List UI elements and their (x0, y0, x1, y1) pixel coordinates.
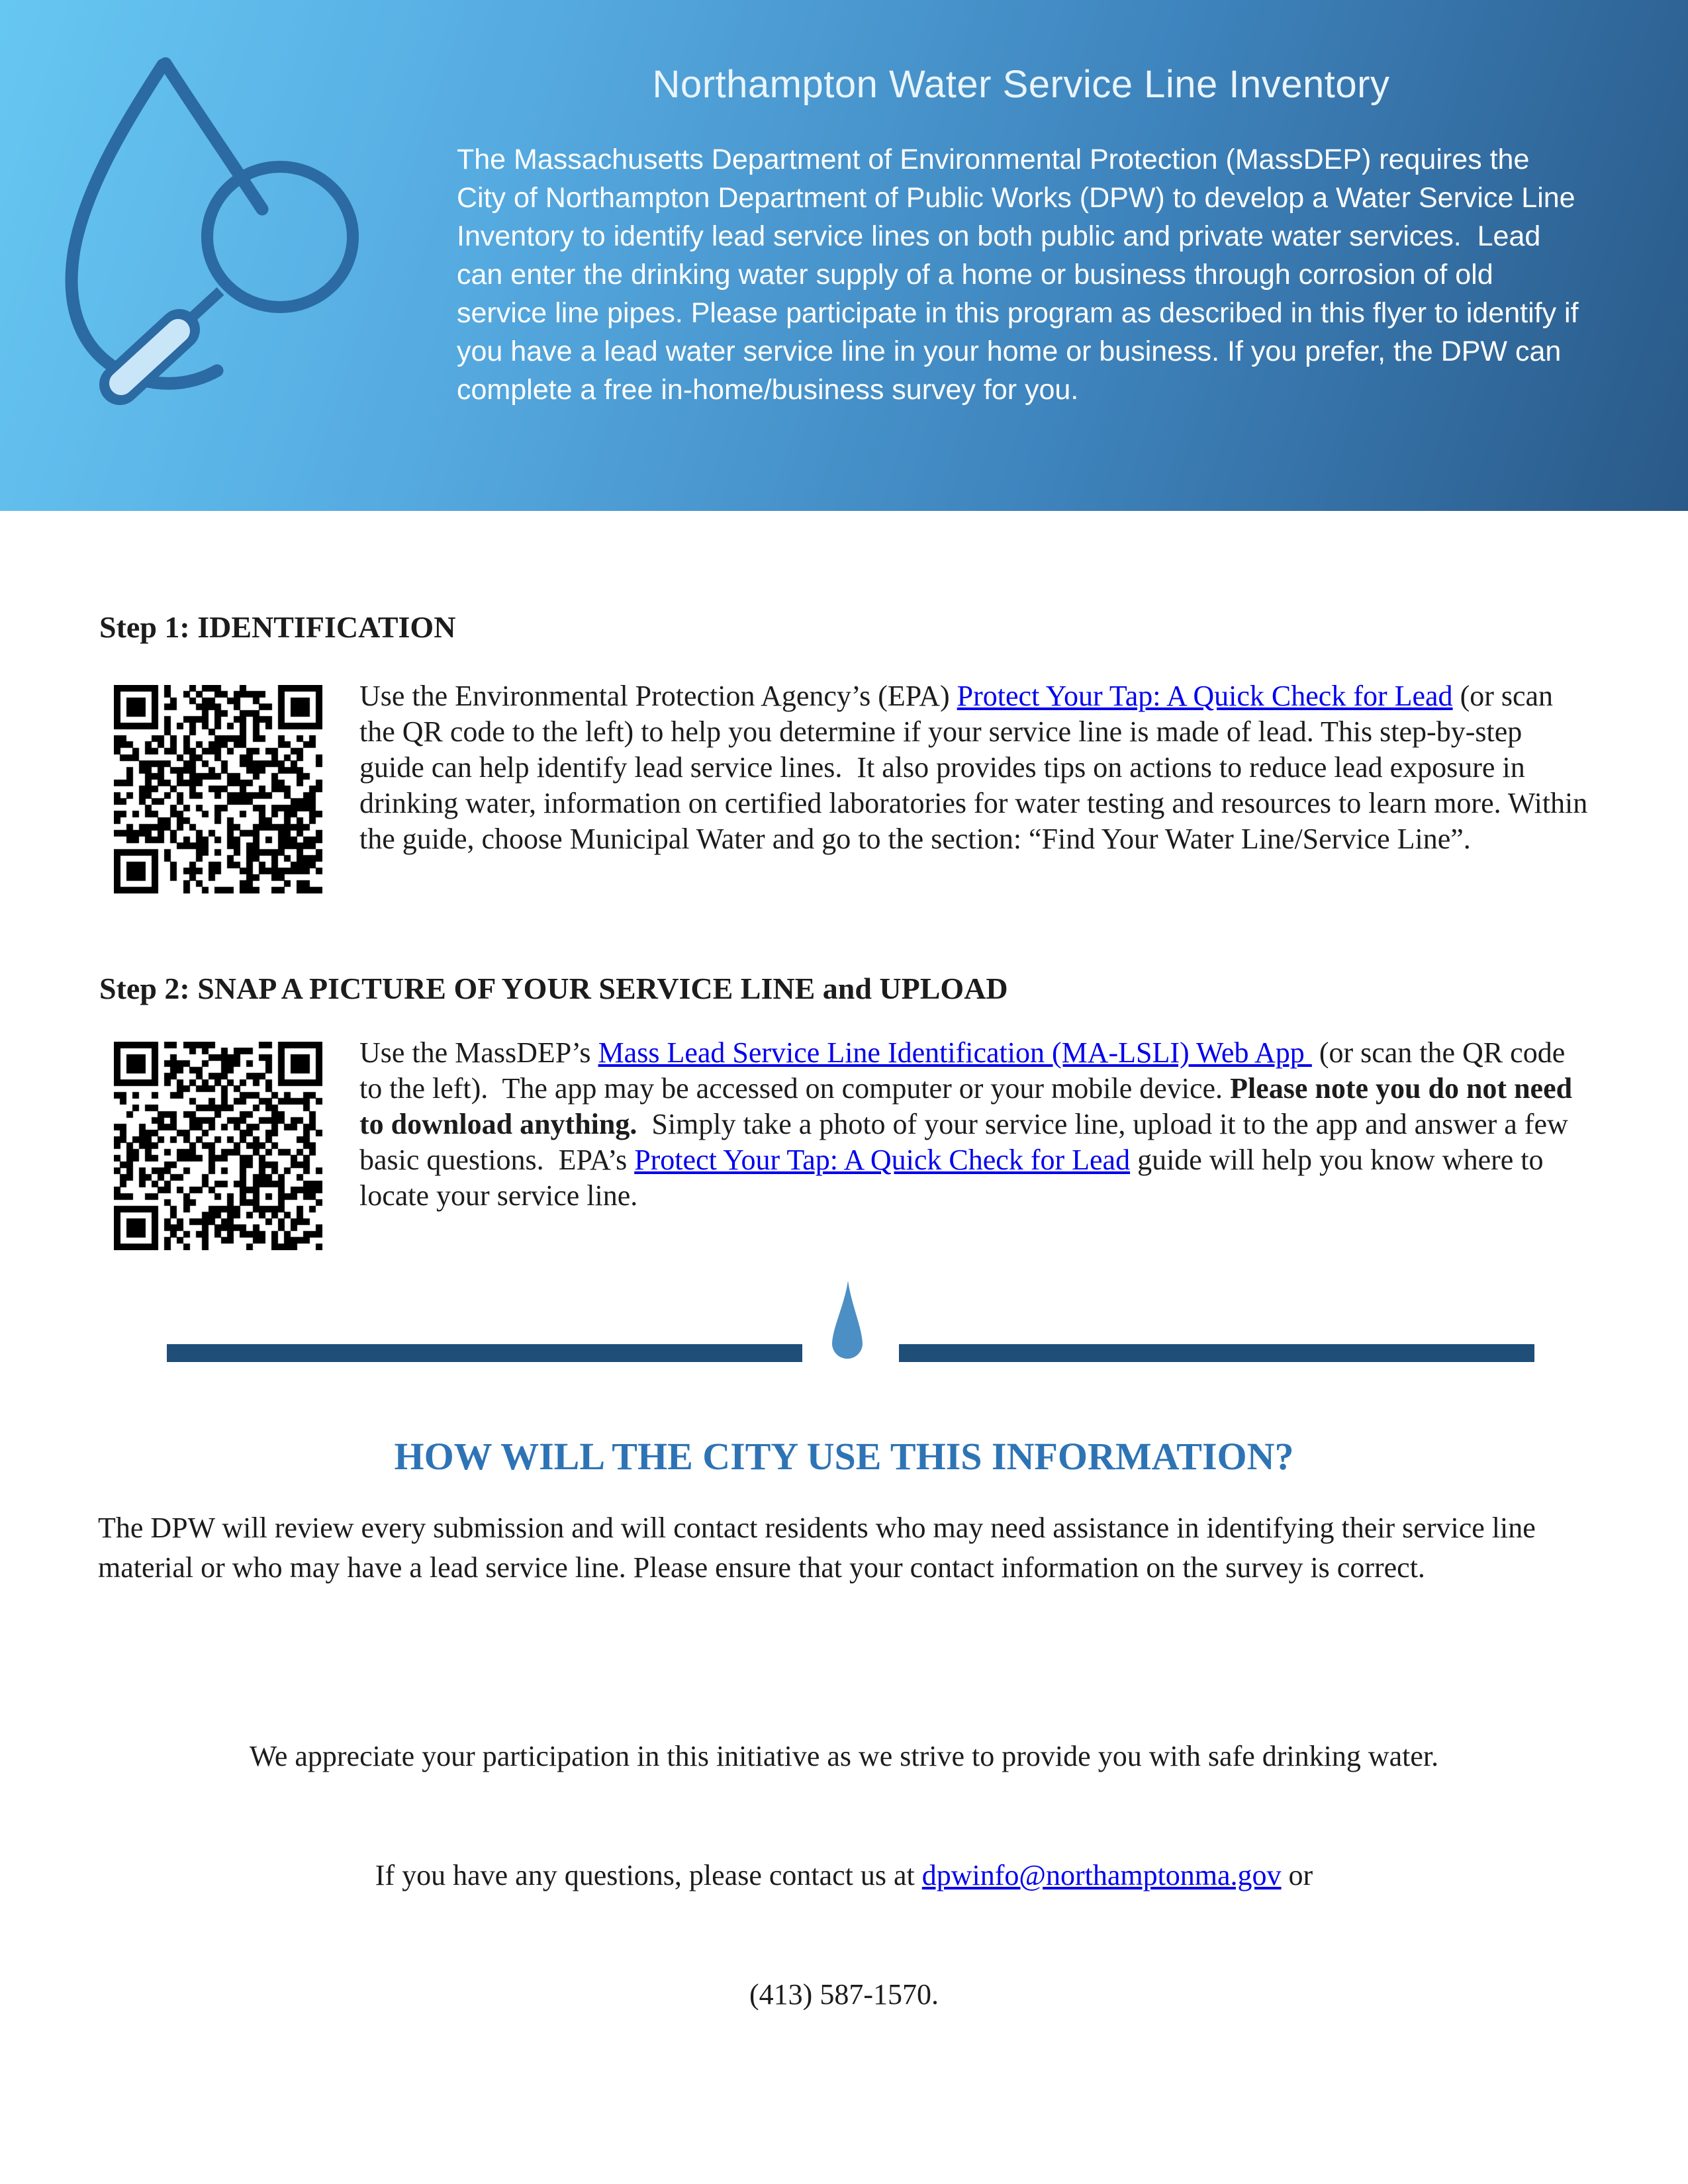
protect-your-tap-link-2[interactable]: Protect Your Tap: A Quick Check for Lead (634, 1144, 1131, 1176)
header-banner (0, 0, 1688, 511)
dpw-email-link[interactable]: dpwinfo@northamptonma.gov (921, 1859, 1282, 1891)
qr-code-step1 (114, 685, 322, 893)
closing-line2-run: or (1281, 1859, 1313, 1891)
step2-text-run: (or scan the QR code to the left). The app may be accessed on computer or your mobile device. (359, 1036, 1573, 1105)
water-drop-icon (824, 1279, 870, 1369)
section-divider (0, 1279, 1688, 1369)
step2-row (0, 1036, 1688, 1250)
step2-heading: Step 2: SNAP A PICTURE OF YOUR SERVICE LINE and UPLOAD (99, 972, 1008, 1005)
protect-your-tap-link[interactable]: Protect Your Tap: A Quick Check for Lead (957, 680, 1453, 712)
city-use-heading: HOW WILL THE CITY USE THIS INFORMATION? (394, 1435, 1294, 1478)
qr-code-step2 (114, 1042, 322, 1250)
header-description: The Massachusetts Department of Environmental Protection (MassDEP) requires the City of Northampton Department of Public Works (DPW) to develop a Water Service Line Inventory to identify lead service lines on both public and private water services. Lead can enter the drinking water supply of a home or business through corrosion of old service line pipes. Please participate in this program as described in this flyer to identify if you have a lead water service line in your home or business. If you prefer, the DPW can complete a free in-home/business survey for you. (457, 144, 1587, 406)
page-title: Northampton Water Service Line Inventory (652, 63, 1390, 106)
step1-text (359, 678, 1595, 857)
ma-lsli-web-app-link[interactable]: Mass Lead Service Line Identification (MA-LSLI) Web App (598, 1036, 1312, 1069)
closing-line1: We appreciate your participation in this initiative as we strive to provide you with safe drinking water. (249, 1740, 1439, 1772)
phone-number: (413) 587-1570. (749, 1978, 939, 2011)
closing-line2 (0, 1856, 1688, 1895)
step1-text-run: (or scan the QR code to the left) to help you determine if your service line is made of lead. This step-by-step guide can help identify lead service lines. It also provides tips on actions to reduce lead exposure in drinking water, information on certified laboratories for water testing and resources to learn more. Within the guide, choose Municipal Water and go to the section: “Find Your Water Line/Service Line”. (359, 680, 1595, 855)
divider-bar-right (899, 1344, 1534, 1362)
closing-block (0, 1657, 1688, 2054)
step2-bold-note: Please note you do not need to download anything. (359, 1072, 1580, 1140)
step2-text-run: Use the MassDEP’s (359, 1036, 598, 1069)
step2-text (359, 1035, 1588, 1214)
city-use-paragraph: The DPW will review every submission and will contact residents who may need assistance in identifying their service line material or who may have a lead service line. Please ensure that your contact information on the survey is correct. (98, 1512, 1543, 1584)
step2-text-run: Simply take a photo of your service line, upload it to the app and answer a few basic questions. EPA’s (359, 1108, 1575, 1176)
closing-line2-run: If you have any questions, please contact us at (375, 1859, 922, 1891)
step1-heading: Step 1: IDENTIFICATION (99, 610, 456, 644)
step1-row (0, 680, 1688, 893)
step2-text-run: guide will help you know where to locate your service line. (359, 1144, 1551, 1212)
header-content (457, 64, 1585, 409)
step1-text-run: Use the Environmental Protection Agency’s (EPA) (359, 680, 957, 712)
divider-bar-left (167, 1344, 802, 1362)
water-drop-magnifier-logo (52, 52, 363, 449)
